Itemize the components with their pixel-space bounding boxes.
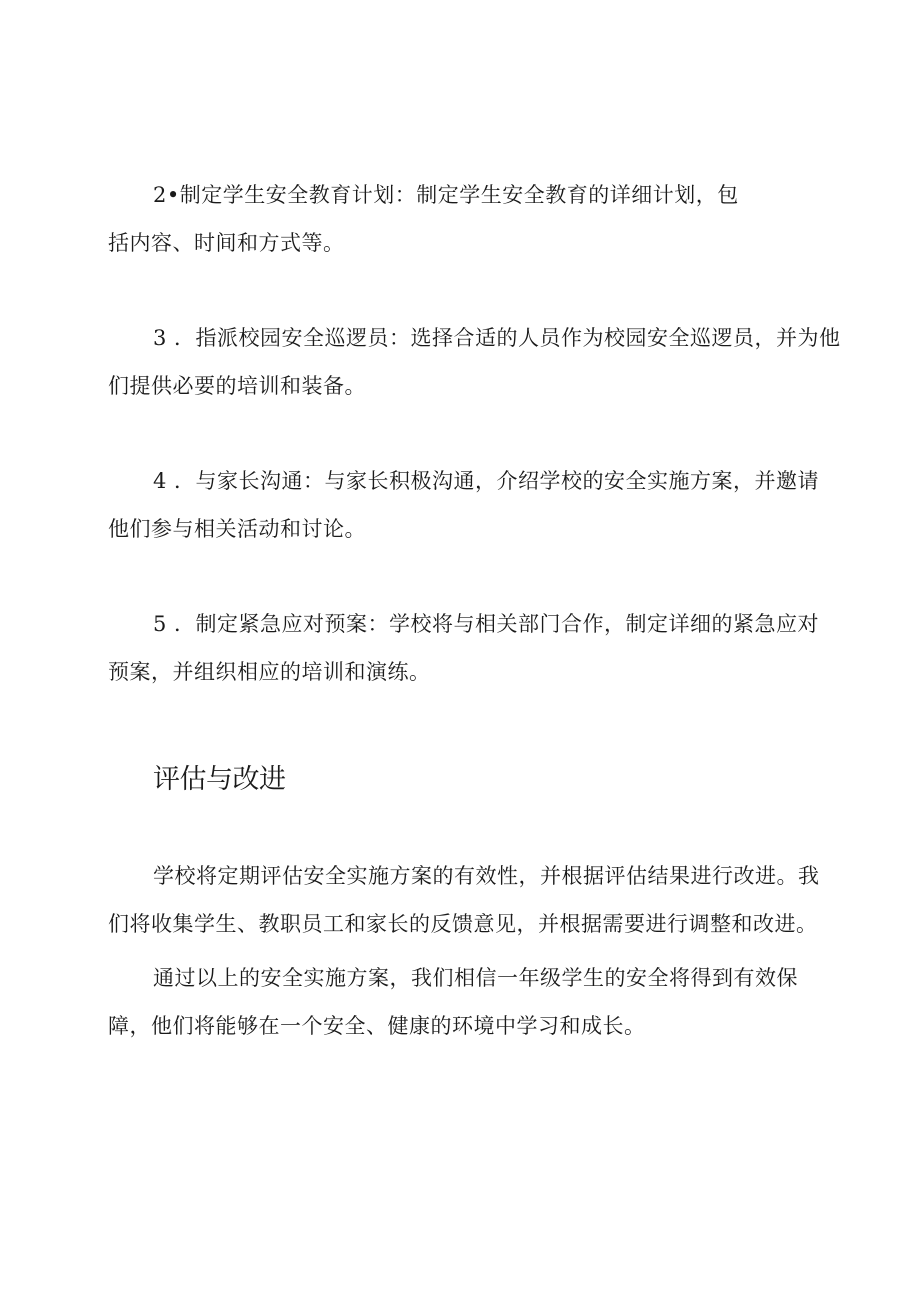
section-heading: 评估与改进 bbox=[153, 764, 286, 795]
list-item-emergency-plan bbox=[108, 600, 824, 696]
list-item-line: 2•制定学生安全教育计划：制定学生安全教育的详细计划，包 bbox=[153, 183, 739, 207]
list-item-line: 们提供必要的培训和装备。 bbox=[108, 374, 366, 398]
list-item-line: 4 ．与家长沟通：与家长积极沟通，介绍学校的安全实施方案，并邀请 bbox=[153, 469, 820, 493]
conclusion-paragraph bbox=[108, 954, 824, 1050]
list-item-line: 他们参与相关活动和讨论。 bbox=[108, 517, 366, 541]
evaluation-paragraph bbox=[108, 852, 824, 948]
list-item-education-plan bbox=[108, 171, 824, 267]
list-item-parent-communication bbox=[108, 457, 824, 553]
list-item-patrol bbox=[108, 314, 841, 410]
list-item-line: 5 ．制定紧急应对预案：学校将与相关部门合作，制定详细的紧急应对 bbox=[153, 612, 820, 636]
paragraph-line: 们将收集学生、教职员工和家长的反馈意见，并根据需要进行调整和改进。 bbox=[108, 912, 818, 936]
paragraph-line: 通过以上的安全实施方案，我们相信一年级学生的安全将得到有效保 bbox=[153, 966, 798, 990]
list-item-line: 预案，并组织相应的培训和演练。 bbox=[108, 660, 431, 684]
paragraph-line: 障，他们将能够在一个安全、健康的环境中学习和成长。 bbox=[108, 1014, 646, 1038]
list-item-line: 3 ．指派校园安全巡逻员：选择合适的人员作为校园安全巡逻员，并为他 bbox=[153, 326, 841, 350]
paragraph-line: 学校将定期评估安全实施方案的有效性，并根据评估结果进行改进。我 bbox=[153, 864, 820, 888]
list-item-line: 括内容、时间和方式等。 bbox=[108, 231, 345, 255]
